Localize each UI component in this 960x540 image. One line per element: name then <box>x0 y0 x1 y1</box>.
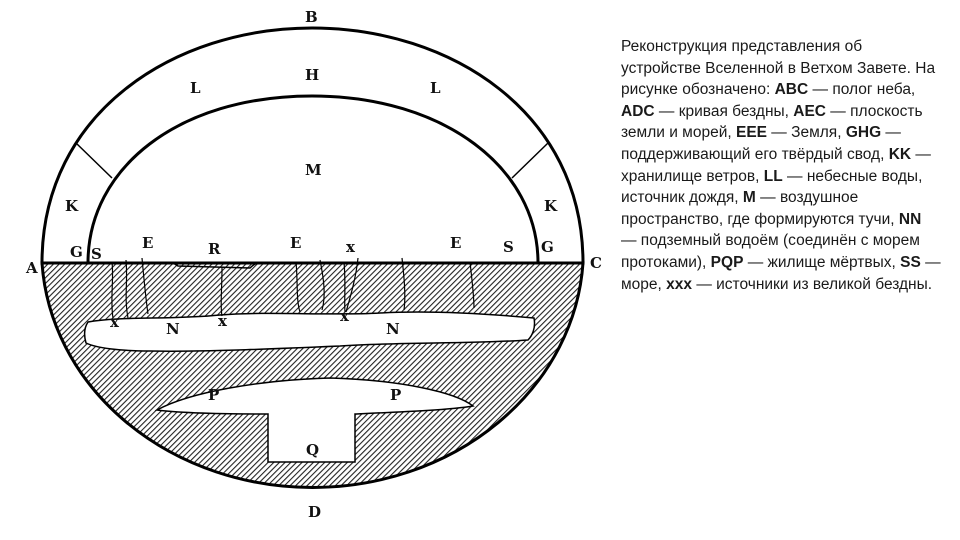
label-N-right: N <box>386 320 400 338</box>
caption-intro: Реконструкция представления об устройстве Вселенной в Ветхом Завете. На рисунке обозначено: <box>621 38 936 99</box>
caption-text-aec: — плоскость земли и морей, <box>621 102 923 142</box>
label-B: B <box>305 8 318 26</box>
caption-key-kk: KK <box>888 145 912 163</box>
label-N-left: N <box>166 320 180 338</box>
label-G-left: G <box>70 243 83 261</box>
caption-text-pqp: — жилище мёртвых, <box>743 253 901 271</box>
label-K-right: K <box>544 197 558 215</box>
label-H: H <box>305 66 320 84</box>
caption-key-ghg: GHG <box>845 124 882 142</box>
label-G-right: G <box>541 238 554 256</box>
caption-key-pqp: PQP <box>710 253 744 271</box>
label-P-left: P <box>208 386 220 404</box>
caption-key-ll: LL <box>763 167 783 185</box>
label-M: M <box>305 161 322 179</box>
caption-text-adc: — кривая бездны, <box>654 102 794 120</box>
label-E2: E <box>290 234 302 252</box>
heaven-outer-dome <box>42 28 583 263</box>
caption-text-abc: — полог неба, <box>808 81 916 99</box>
caption-text-eee: — Земля, <box>767 124 846 142</box>
label-x-top: x <box>346 238 355 256</box>
label-x3: x <box>340 307 349 325</box>
label-x1: x <box>110 313 119 331</box>
caption-key-nn: NN <box>898 210 922 228</box>
caption-key-m: M <box>742 189 756 207</box>
label-P-right: P <box>390 386 402 404</box>
caption-text-m: — воздушное пространство, где формируются тучи, <box>621 189 899 228</box>
label-R: R <box>208 240 221 258</box>
label-Q: Q <box>306 441 320 459</box>
diagram-caption <box>621 36 941 295</box>
label-E1: E <box>142 234 154 252</box>
caption-key-eee: EEE <box>735 124 767 142</box>
caption-key-aec: AEC <box>793 102 826 120</box>
caption-text-ghg: — поддерживающий его твёрдый свод, <box>621 124 901 163</box>
caption-key-adc: ADC <box>621 102 655 120</box>
caption-key-xxx: xxx <box>666 275 693 293</box>
label-A: A <box>26 259 38 277</box>
caption-text-kk: — хранилище ветров, <box>621 145 931 185</box>
label-S-left: S <box>91 245 102 263</box>
label-K-left: K <box>65 197 79 215</box>
label-L-right: L <box>430 79 441 97</box>
caption-key-abc: ABC <box>774 81 809 99</box>
caption-key-ss: SS <box>900 253 921 271</box>
label-C: C <box>590 254 602 272</box>
caption-text-ss: — море, <box>621 253 941 293</box>
caption-text-xxx: — источники из великой бездны. <box>692 275 933 293</box>
label-S-right: S <box>503 238 514 256</box>
label-D: D <box>308 503 322 521</box>
caption-text-nn: — подземный водоём (соединён с морем протоками), <box>621 232 920 271</box>
label-x2: x <box>218 312 227 330</box>
label-L-left: L <box>190 79 201 97</box>
caption-text-ll: — небесные воды, источник дождя, <box>621 167 923 207</box>
label-E3: E <box>450 234 462 252</box>
